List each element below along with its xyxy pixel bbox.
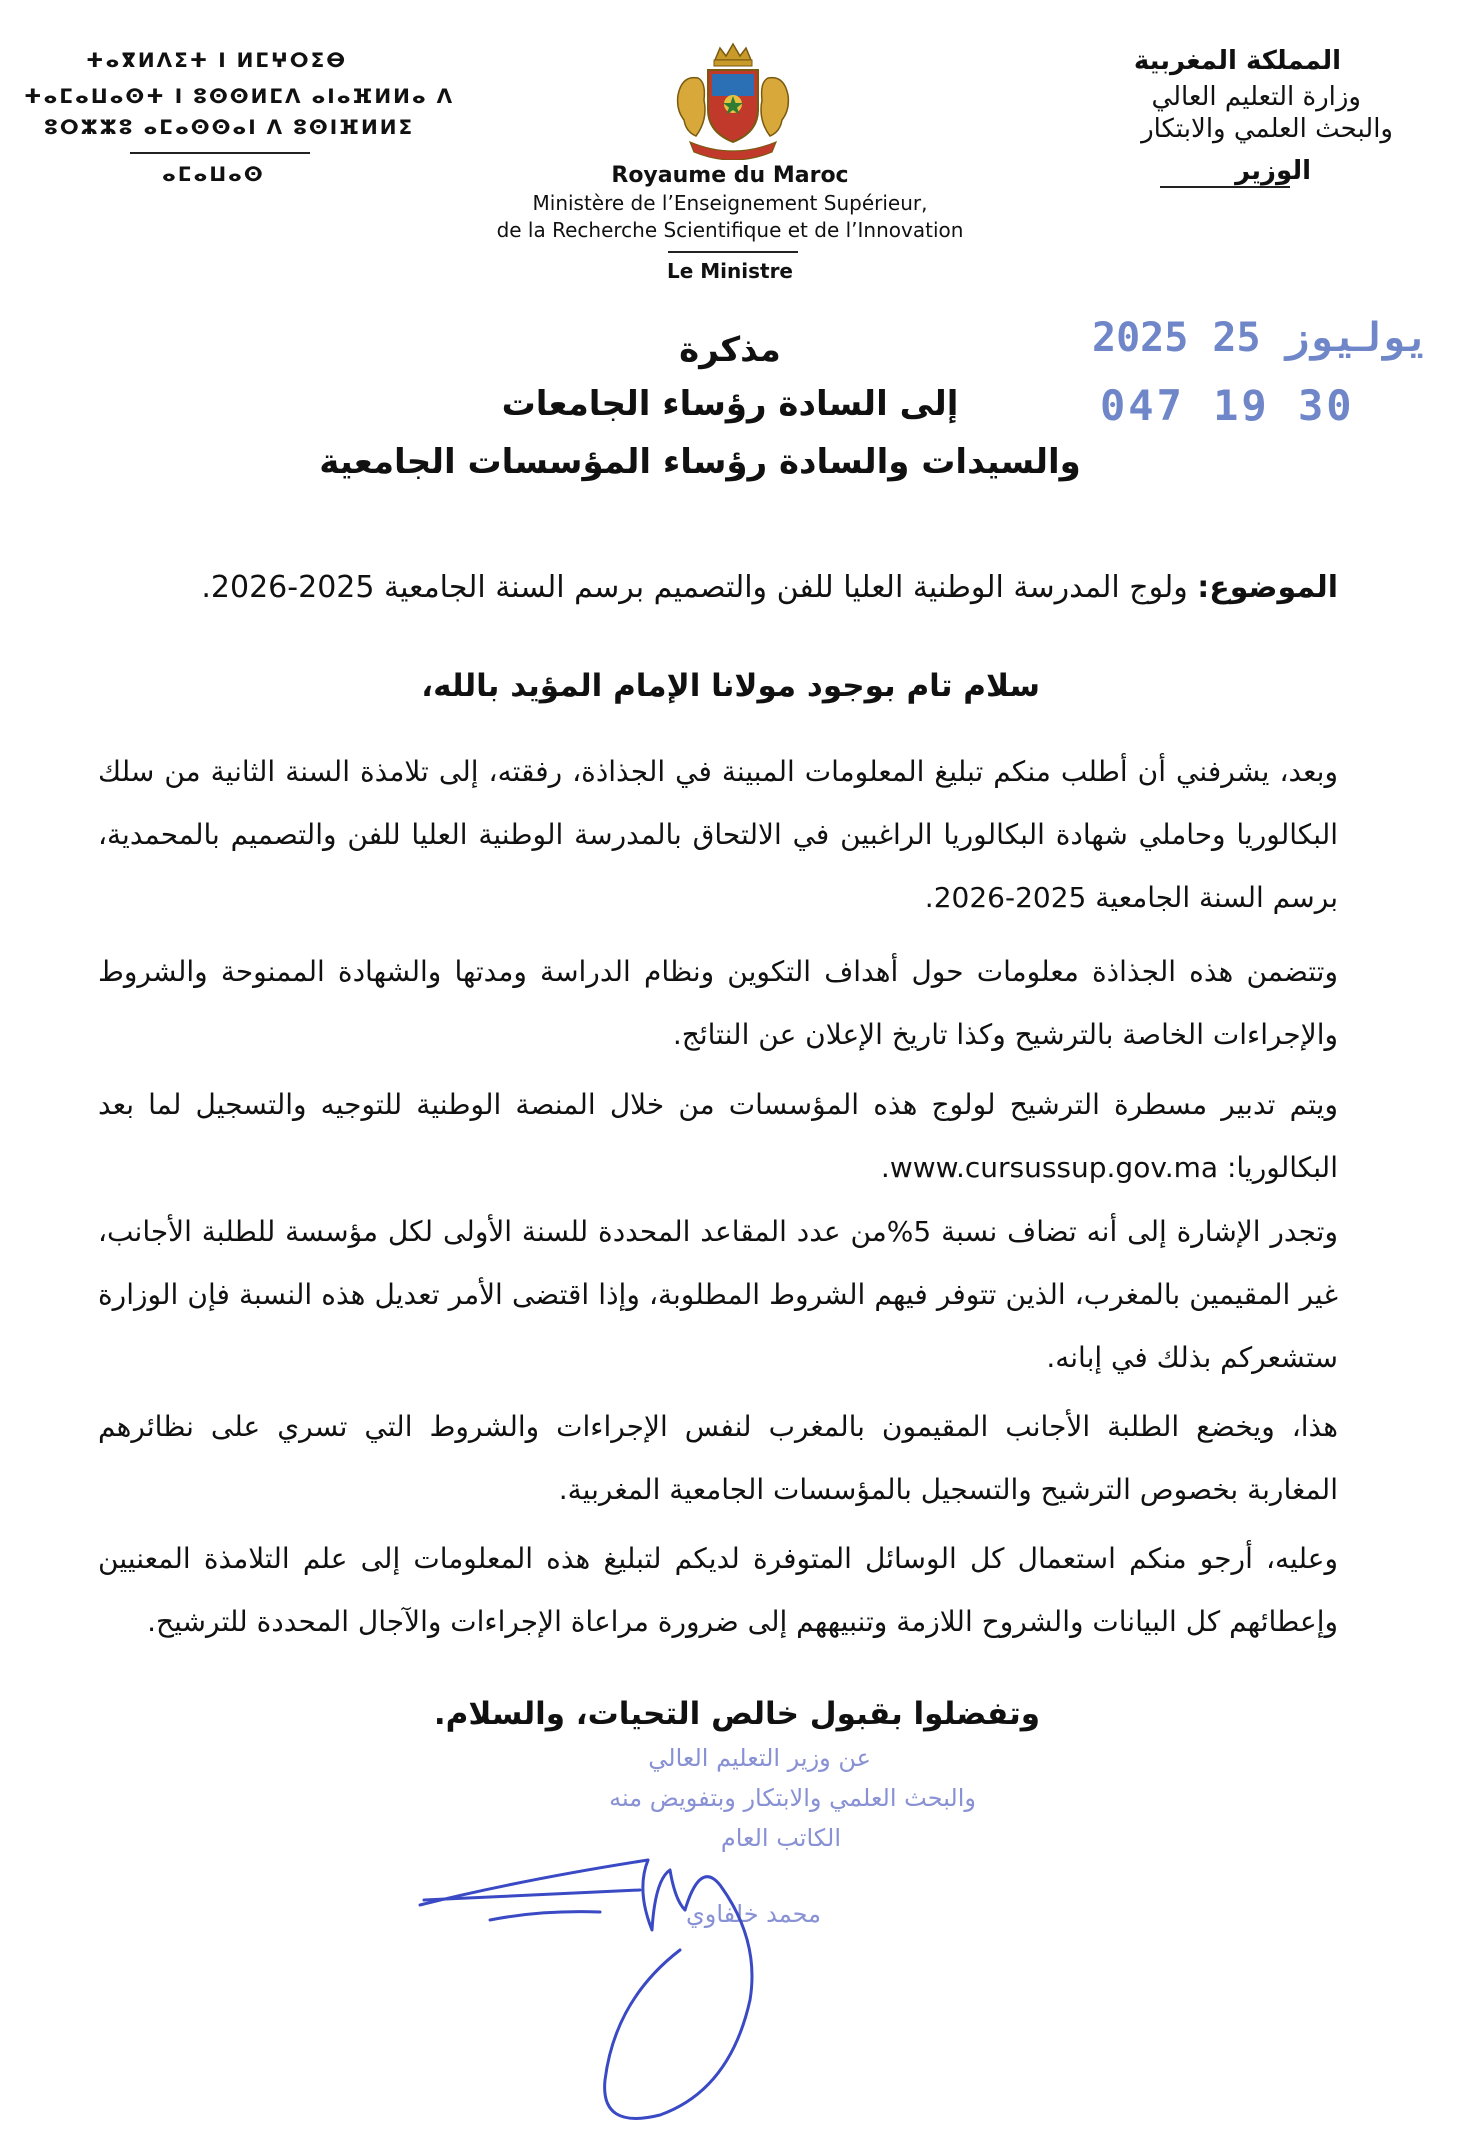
arabic-ministry-line1: وزارة التعليم العالي — [1151, 82, 1361, 112]
tifinagh-divider — [130, 152, 310, 154]
arabic-ministry-line2: والبحث العلمي والابتكار — [1141, 114, 1393, 144]
body-paragraph-4: وتجدر الإشارة إلى أنه تضاف نسبة 5%من عدد المقاعد المحددة للسنة الأولى لكل مؤسسة للطلبة الأجانب، غير المقيمين بالمغرب، الذين تتوفر فيهم الشروط المطلوبة، وإذا اقتضى الأمر تعديل هذه النسبة فإن الوزارة ستشعركم بذلك في إبانه. — [98, 1215, 1338, 1374]
recipients-line2: والسيدات والسادة رؤساء المؤسسات الجامعية — [319, 442, 1081, 482]
tifinagh-minister: ⴰⵎⴰⵡⴰⵙ — [162, 162, 265, 186]
tifinagh-ministry-line1: ⵜⴰⵎⴰⵡⴰⵙⵜ ⵏ ⵓⵙⵙⵍⵎⴷ ⴰⵏⴰⴼⵍⵍⴰ ⴷ — [24, 84, 455, 108]
subject-text: ولوج المدرسة الوطنية العليا للفن والتصميم برسم السنة الجامعية 2025-2026. — [201, 570, 1198, 605]
date-stamp: 2025 يوليوز 25 — [1092, 315, 1430, 361]
signature-stamp-line2: والبحث العلمي والابتكار وبتفويض منه — [609, 1784, 976, 1812]
signature-stamp-name: محمد خلفاوي — [685, 1900, 821, 1928]
body-paragraph-5: هذا، ويخضع الطلبة الأجانب المقيمون بالمغرب لنفس الإجراءات والشروط التي تسري على نظائرهم المغاربة بخصوص الترشيح والتسجيل بالمؤسسات الجامعية المغربية. — [98, 1410, 1338, 1506]
french-ministry-line2: de la Recherche Scientifique et de l’Innovation — [496, 218, 964, 242]
french-minister: Le Ministre — [666, 259, 793, 283]
body-paragraph-3: ويتم تدبير مسطرة الترشيح لولوج هذه المؤسسات من خلال المنصة الوطنية للتوجيه والتسجيل لما بعد البكالوريا: www.cursussup.gov.ma. — [98, 1088, 1338, 1184]
reference-stamp: 047 19 30 — [1100, 381, 1355, 430]
handwritten-signature — [400, 1800, 880, 2130]
body-paragraph-1: وبعد، يشرفني أن أطلب منكم تبليغ المعلومات المبينة في الجذاذة، رفقته، إلى تلامذة السنة الثانية من سلك البكالوريا وحاملي شهادة البكالوريا الراغبين في الالتحاق بالمدرسة الوطنية العليا للفن والتصميم بالمحمدية، برسم السنة الجامعية 2025-2026. — [98, 755, 1338, 914]
tifinagh-kingdom: ⵜⴰⴳⵍⴷⵉⵜ ⵏ ⵍⵎⵖⵔⵉⴱ — [86, 48, 348, 72]
body-paragraph-6: وعليه، أرجو منكم استعمال كل الوسائل المتوفرة لديكم لتبليغ هذه المعلومات إلى علم التلامذة المعنيين وإعطائهم كل البيانات والشروح اللازمة وتنبيههم إلى ضرورة مراعاة الإجراءات والآجال المحددة للترشيح. — [98, 1542, 1338, 1638]
french-divider — [668, 251, 798, 253]
arabic-divider — [1160, 186, 1290, 188]
memo-title: مذكرة — [679, 330, 781, 370]
arabic-kingdom: المملكة المغربية — [1133, 46, 1341, 76]
body-paragraph-2: وتتضمن هذه الجذاذة معلومات حول أهداف التكوين ونظام الدراسة ومدتها والشهادة الممنوحة والشروط والإجراءات الخاصة بالترشيح وكذا تاريخ الإعلان عن النتائج. — [98, 955, 1338, 1051]
tifinagh-ministry-line2: ⵓⵔⵣⵣⵓ ⴰⵎⴰⵙⵙⴰⵏ ⴷ ⵓⵙⵏⴼⵍⵍⵉ — [44, 115, 415, 139]
greeting: سلام تام بوجود مولانا الإمام المؤيد بالله، — [421, 668, 1040, 704]
subject-label: الموضوع: — [1197, 570, 1338, 605]
arabic-minister: الوزير — [1235, 156, 1311, 186]
french-ministry-line1: Ministère de l’Enseignement Supérieur, — [532, 191, 928, 215]
signature-stamp-line3: الكاتب العام — [720, 1824, 841, 1852]
subject-line — [98, 570, 1338, 605]
coat-of-arms-icon — [668, 40, 798, 160]
french-kingdom: Royaume du Maroc — [611, 163, 849, 188]
recipients-line1: إلى السادة رؤساء الجامعات — [501, 384, 959, 424]
closing-line: وتفضلوا بقبول خالص التحيات، والسلام. — [433, 1696, 1040, 1732]
signature-stamp-line1: عن وزير التعليم العالي — [648, 1744, 871, 1772]
